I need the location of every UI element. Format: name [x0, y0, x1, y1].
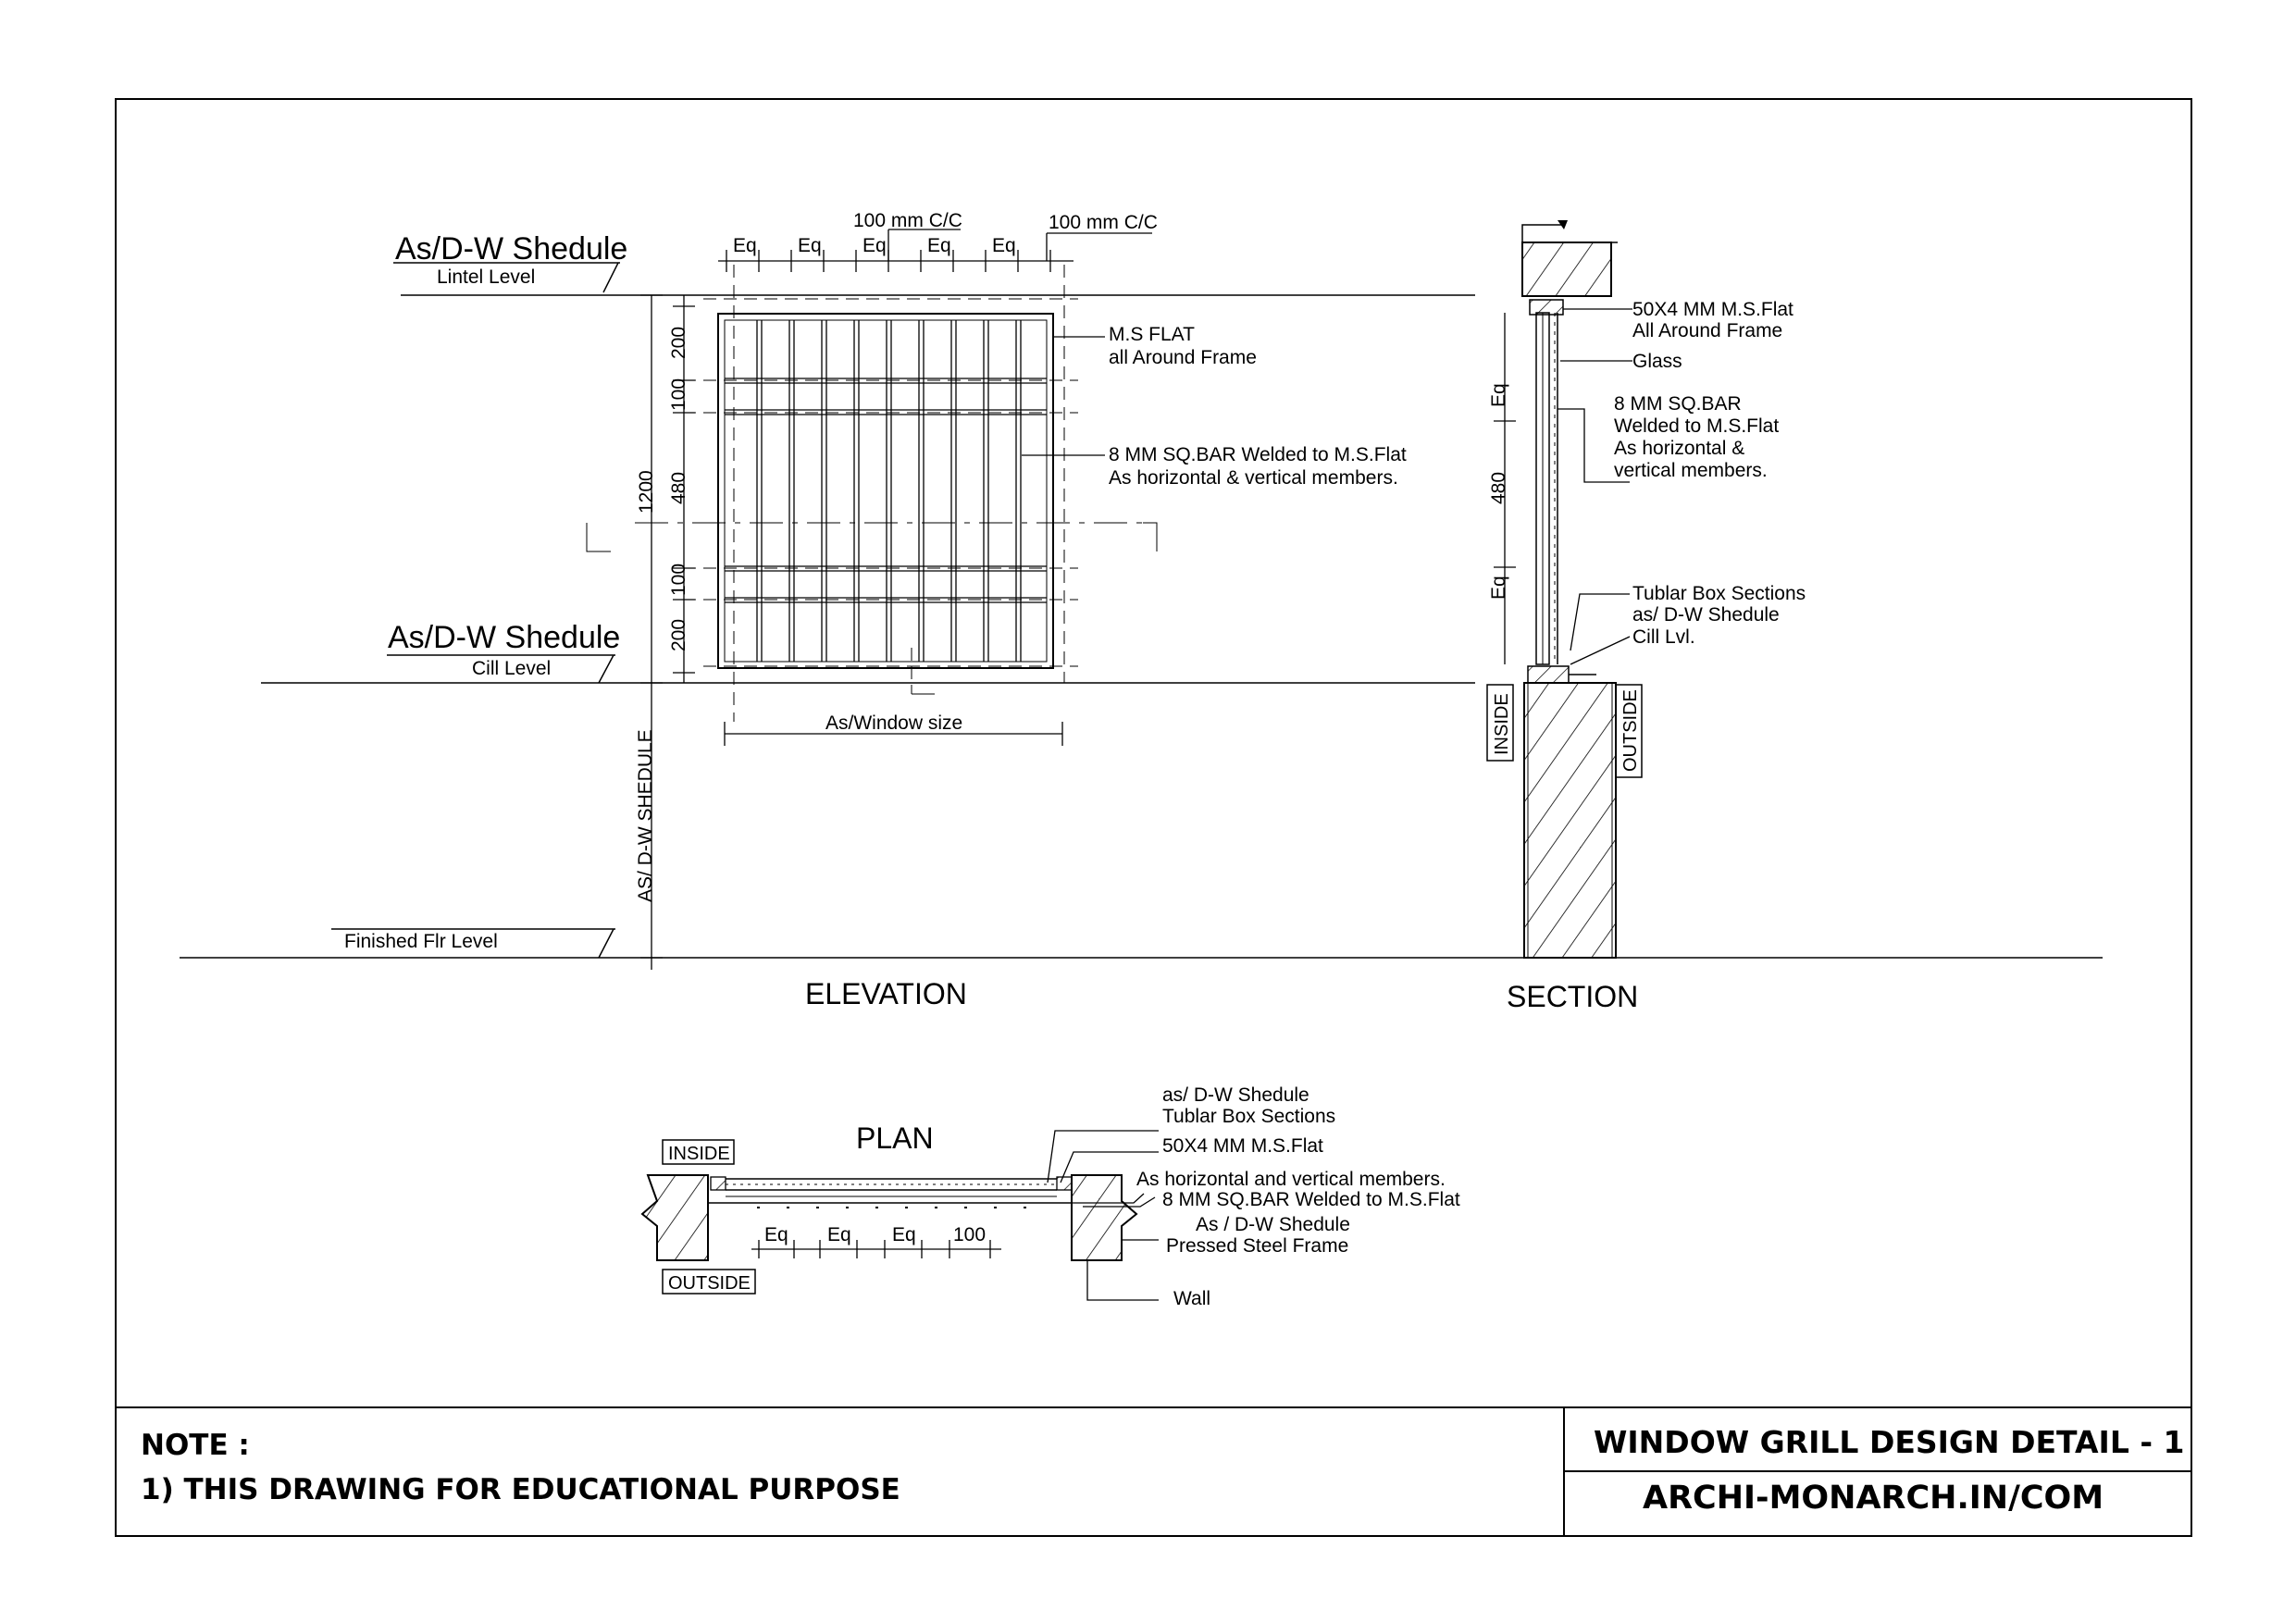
vertical-bars	[757, 320, 1021, 662]
section-note-box-3: Cill Lvl.	[1632, 626, 1695, 648]
lintel-level-sublabel: Lintel Level	[437, 266, 536, 288]
window-width-label: As/Window size	[825, 712, 963, 734]
section-inside-label: INSIDE	[1492, 693, 1512, 755]
bar-note-line2: As horizontal & vertical members.	[1109, 467, 1398, 489]
dimension-value: 100	[953, 1224, 987, 1245]
dimension-value: 100	[668, 563, 689, 596]
top-spacing-dimension	[718, 210, 1158, 272]
dimension-value: 480	[668, 471, 689, 504]
plan-title: PLAN	[856, 1121, 934, 1155]
dimension-value: 200	[668, 326, 689, 359]
plan-note-4a: As / D-W Shedule	[1196, 1214, 1350, 1235]
plan-note-3a: As horizontal and vertical members.	[1136, 1169, 1446, 1190]
eq-label: Eq	[764, 1224, 788, 1245]
section-note-flat-2: All Around Frame	[1632, 320, 1783, 341]
overall-height-dim: 1200	[636, 470, 657, 514]
dimension-value: 100	[668, 378, 689, 411]
note-heading: NOTE :	[141, 1429, 250, 1462]
plan-view	[642, 1084, 1460, 1309]
vertical-dimension-chain	[635, 295, 695, 970]
elevation-view	[180, 210, 2103, 1010]
section-note-bar-4: vertical members.	[1614, 460, 1768, 481]
section-note-glass: Glass	[1632, 351, 1682, 372]
eq-label: Eq	[927, 235, 951, 256]
section-title: SECTION	[1507, 980, 1639, 1013]
spacing-label: 100 mm C/C	[853, 210, 962, 231]
spacing-label: 100 mm C/C	[1049, 212, 1158, 233]
drawing-title: WINDOW GRILL DESIGN DETAIL - 1	[1594, 1424, 2185, 1460]
website-label: ARCHI-MONARCH.IN/COM	[1643, 1480, 2104, 1517]
lintel-level-marker	[393, 231, 627, 292]
eq-label: Eq	[798, 235, 822, 256]
floor-level-label: Finished Flr Level	[344, 931, 498, 952]
floor-level-marker	[331, 929, 615, 958]
dimension-value: 480	[1488, 471, 1509, 504]
section-outside-label: OUTSIDE	[1620, 689, 1641, 772]
cill-level-marker	[387, 620, 620, 683]
eq-label: Eq	[992, 235, 1016, 256]
frame-note-line1: M.S FLAT	[1109, 324, 1195, 345]
title-block	[116, 1407, 2191, 1536]
eq-label: Eq	[892, 1224, 916, 1245]
cill-level-sublabel: Cill Level	[472, 658, 552, 679]
plan-outside-label: OUTSIDE	[668, 1273, 751, 1294]
sill-height-label: AS/ D-W SHEDULE	[635, 729, 656, 902]
plan-note-5: Wall	[1173, 1288, 1211, 1309]
eq-label: Eq	[863, 235, 887, 256]
dimension-value: 200	[668, 618, 689, 651]
section-view	[1487, 220, 1806, 1013]
section-note-flat-1: 50X4 MM M.S.Flat	[1632, 299, 1793, 320]
cill-level-label: As/D-W Shedule	[388, 620, 621, 655]
eq-label: Eq	[827, 1224, 851, 1245]
plan-inside-label: INSIDE	[668, 1144, 730, 1164]
section-note-bar-1: 8 MM SQ.BAR	[1614, 393, 1742, 415]
bar-note-line1: 8 MM SQ.BAR Welded to M.S.Flat	[1109, 444, 1407, 465]
plan-note-4b: Pressed Steel Frame	[1166, 1235, 1349, 1257]
window-width-dimension	[725, 712, 1062, 746]
elevation-title: ELEVATION	[805, 977, 967, 1010]
horizontal-bars	[725, 378, 1047, 602]
eq-label: Eq	[1488, 383, 1509, 407]
note-line-1: 1) THIS DRAWING FOR EDUCATIONAL PURPOSE	[141, 1473, 900, 1506]
section-note-bar-2: Welded to M.S.Flat	[1614, 415, 1780, 437]
plan-note-3b: 8 MM SQ.BAR Welded to M.S.Flat	[1162, 1189, 1460, 1210]
section-note-box-2: as/ D-W Shedule	[1632, 604, 1780, 626]
lintel-level-label: As/D-W Shedule	[395, 231, 628, 266]
sheet-border	[116, 99, 2191, 1536]
frame-note-line2: all Around Frame	[1109, 347, 1257, 368]
eq-label: Eq	[1488, 576, 1509, 600]
plan-note-1a: as/ D-W Shedule	[1162, 1084, 1309, 1106]
section-note-box-1: Tublar Box Sections	[1632, 583, 1806, 604]
eq-label: Eq	[733, 235, 757, 256]
plan-note-1b: Tublar Box Sections	[1162, 1106, 1336, 1127]
plan-note-2: 50X4 MM M.S.Flat	[1162, 1135, 1323, 1157]
section-note-bar-3: As horizontal &	[1614, 438, 1745, 459]
